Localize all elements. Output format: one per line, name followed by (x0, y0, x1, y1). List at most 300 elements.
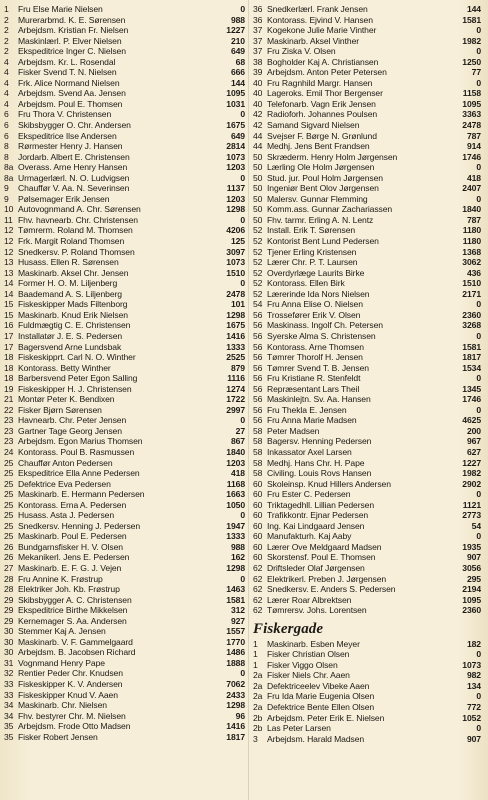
amount: 1675 (226, 120, 245, 131)
house-number: 1 (253, 638, 258, 649)
directory-entry (4, 67, 245, 78)
house-number: 9 (4, 193, 9, 204)
house-number: 6 (4, 109, 9, 120)
resident-name: Lageroks. Emil Thor Bergenser (267, 88, 383, 99)
directory-entry (253, 510, 481, 521)
directory-entry (4, 352, 245, 363)
house-number: 60 (253, 489, 263, 500)
resident-name: Kontorist Bent Lund Pedersen (267, 236, 379, 247)
amount: 1817 (226, 731, 245, 742)
resident-name: Medhj. Jens Bent Frandsen (267, 141, 370, 152)
resident-name: Bogholder Kaj A. Christiansen (267, 56, 379, 67)
resident-name: Skorstensf. Poul E. Thomsen (267, 552, 376, 563)
resident-name: Tømrersv. Johs. Lorentsen (267, 605, 367, 616)
resident-name: Bagersv. Henning Pedersen (267, 436, 372, 447)
directory-entry (4, 373, 245, 384)
amount: 2773 (462, 510, 481, 521)
amount: 1581 (462, 14, 481, 25)
house-number: 35 (4, 721, 14, 732)
directory-entry (4, 236, 245, 247)
directory-entry (253, 141, 481, 152)
directory-entry (253, 552, 481, 563)
directory-entry (4, 605, 245, 616)
house-number: 31 (4, 657, 14, 668)
directory-entry (253, 88, 481, 99)
amount: 0 (240, 4, 245, 14)
directory-entry (4, 732, 245, 743)
amount: 879 (230, 362, 245, 373)
house-number: 34 (4, 710, 14, 721)
resident-name: Fru Kristiane R. Stenfeldt (267, 373, 361, 384)
house-number: 2a (253, 702, 263, 712)
directory-entry (4, 489, 245, 500)
resident-name: Fisker Bjørn Sørensen (18, 404, 102, 415)
resident-name: Manufakturh. Kaj Aaby (267, 531, 352, 542)
amount: 1073 (226, 257, 245, 268)
house-number: 10 (4, 204, 14, 215)
directory-entry (253, 521, 481, 532)
house-number: 30 (4, 636, 14, 647)
directory-entry (4, 426, 245, 437)
directory-entry (253, 447, 481, 458)
resident-name: Maskinlejtn. Sv. Aa. Hansen (267, 394, 371, 405)
amount: 1947 (226, 520, 245, 531)
amount: 1982 (462, 35, 481, 46)
resident-name: Las Peter Larsen (267, 723, 331, 734)
directory-entry (4, 25, 245, 36)
directory-entry (4, 204, 245, 215)
house-number: 44 (253, 130, 263, 141)
resident-name: Kontorass. Ejvind V. Hansen (267, 14, 373, 25)
house-number: 50 (253, 172, 263, 183)
resident-name: Arbejdsm. Kr. L. Rosendal (18, 56, 116, 67)
resident-name: Kontorass. Poul B. Rasmussen (18, 446, 135, 457)
house-number: 60 (253, 520, 263, 531)
amount: 2478 (226, 288, 245, 299)
resident-name: Telefonarb. Vagn Erik Jensen (267, 98, 376, 109)
amount: 418 (466, 172, 481, 183)
directory-entry (4, 668, 245, 679)
resident-name: Frk. Margit Roland Thomsen (18, 236, 125, 247)
directory-entry (4, 552, 245, 563)
resident-name: Trafikkontr. Ejnar Pedersen (267, 510, 369, 521)
resident-name: Maskinass. Ingolf Ch. Petersen (267, 320, 383, 331)
amount: 1095 (226, 88, 245, 99)
directory-entry (253, 46, 481, 57)
amount: 144 (230, 77, 245, 88)
resident-name: Arbejdsm. Poul E. Thomsen (18, 98, 123, 109)
resident-name: Fuldmægtig C. E. Christensen (18, 320, 131, 331)
resident-name: Fisker Robert Jensen (18, 731, 98, 742)
resident-name: Ekspeditrice Ilse Andersen (18, 130, 117, 141)
house-number: 17 (4, 330, 14, 341)
directory-entry (253, 384, 481, 395)
directory-entry (4, 215, 245, 226)
directory-entry (253, 542, 481, 553)
house-number: 62 (253, 584, 263, 595)
resident-name: Arbejdsm. Egon Marius Thomsen (18, 436, 143, 447)
resident-name: Lærer Chr. P. T. Laursen (267, 257, 358, 268)
resident-name: Lærer Roar Albrektsen (267, 594, 352, 605)
house-number: 58 (253, 425, 263, 436)
amount: 1746 (462, 394, 481, 405)
amount: 1982 (462, 468, 481, 479)
resident-name: Lærling Ole Holm Jørgensen (267, 162, 375, 173)
directory-entry (253, 363, 481, 374)
directory-entry (4, 700, 245, 711)
directory-entry (253, 670, 481, 681)
amount: 1840 (226, 446, 245, 457)
amount: 1203 (226, 457, 245, 468)
directory-entry (253, 639, 481, 650)
amount: 0 (476, 46, 481, 57)
directory-entry (4, 141, 245, 152)
house-number: 2a (253, 670, 263, 681)
house-number: 4 (4, 67, 9, 78)
amount: 0 (476, 299, 481, 310)
directory-entry (4, 394, 245, 405)
amount: 988 (230, 14, 245, 25)
amount: 0 (476, 489, 481, 500)
resident-name: Arbejdsm. Svend Aa. Jensen (18, 88, 126, 99)
house-number: 25 (4, 520, 14, 531)
resident-name: Fru Ragnhild Margr. Hansen (267, 77, 373, 88)
resident-name: Tømrer Thorolf H. Jensen (267, 352, 363, 363)
directory-entry (4, 278, 245, 289)
directory-entry (253, 342, 481, 353)
resident-name: Mekanikerl. Jens E. Pedersen (18, 552, 130, 563)
resident-name: Ingeniør Bent Olov Jørgensen (267, 183, 379, 194)
resident-name: Fhv. bestyrer Chr. M. Nielsen (18, 710, 126, 721)
directory-entry (253, 563, 481, 574)
directory-entry (4, 679, 245, 690)
amount: 1368 (462, 246, 481, 257)
house-number: 2 (4, 46, 9, 57)
directory-entry (4, 626, 245, 637)
amount: 162 (230, 552, 245, 563)
amount: 967 (466, 436, 481, 447)
directory-entry (4, 595, 245, 606)
house-number: 16 (4, 320, 14, 331)
house-number: 18 (4, 352, 14, 363)
house-number: 27 (4, 562, 14, 573)
house-number: 34 (4, 700, 14, 711)
house-number: 32 (4, 668, 14, 679)
resident-name: Installatør J. E. S. Pedersen (18, 330, 123, 341)
directory-entry (4, 500, 245, 511)
resident-name: Arbejdsm. Frode Otto Madsen (18, 721, 131, 732)
amount: 0 (240, 510, 245, 521)
directory-entry (253, 489, 481, 500)
directory-entry (4, 647, 245, 658)
resident-name: Frk. Alice Normand Nielsen (18, 77, 120, 88)
resident-name: Svejser F. Børge N. Grønlund (267, 130, 377, 141)
amount: 787 (466, 130, 481, 141)
house-number: 8 (4, 151, 9, 162)
resident-name: Civiling. Louis Rovs Hansen (267, 468, 372, 479)
directory-entry (253, 331, 481, 342)
house-number: 8 (4, 141, 9, 152)
amount: 0 (240, 214, 245, 225)
resident-name: Maskinarb. V. F. Gammelgaard (18, 636, 133, 647)
directory-entry (253, 109, 481, 120)
resident-name: Ekspeditrice Inger C. Nielsen (18, 46, 126, 57)
house-number: 56 (253, 320, 263, 331)
house-number: 12 (4, 246, 14, 257)
resident-name: Arbejdsm. Harald Madsen (267, 733, 365, 744)
amount: 1534 (462, 362, 481, 373)
resident-name: Kontorass. Ellen Birk (267, 278, 345, 289)
resident-name: Fru Anna Marie Madsen (267, 415, 357, 426)
amount: 0 (240, 573, 245, 584)
house-number: 8a (4, 162, 14, 173)
house-number: 26 (4, 541, 14, 552)
resident-name: Maskinarb. Aksel Chr. Jensen (18, 267, 129, 278)
amount: 54 (471, 520, 481, 531)
directory-entry (4, 331, 245, 342)
house-number: 33 (4, 689, 14, 700)
amount: 1416 (226, 721, 245, 732)
house-number: 37 (253, 25, 263, 36)
directory-entry (253, 584, 481, 595)
resident-name: Fru Thekla E. Jensen (267, 404, 347, 415)
directory-entry (4, 415, 245, 426)
amount: 7062 (226, 679, 245, 689)
amount: 101 (230, 299, 245, 310)
amount: 0 (240, 109, 245, 120)
house-number: 25 (4, 489, 14, 500)
house-number: 56 (253, 341, 263, 352)
house-number: 18 (4, 362, 14, 373)
resident-name: Arbejdsm. Peter Erik E. Nielsen (267, 712, 385, 723)
resident-name: Fisker Viggo Olsen (267, 659, 338, 670)
amount: 96 (235, 710, 245, 721)
amount: 1158 (462, 88, 481, 99)
house-number: 2a (253, 691, 263, 702)
resident-name: Kogekone Julie Marie Vinther (267, 25, 377, 36)
amount: 0 (476, 77, 481, 88)
house-number: 56 (253, 373, 263, 384)
amount: 1675 (226, 320, 245, 331)
amount: 1663 (226, 489, 245, 500)
directory-entry (4, 436, 245, 447)
directory-entry (253, 352, 481, 363)
amount: 1168 (226, 478, 245, 489)
amount: 77 (471, 67, 481, 78)
amount: 0 (476, 330, 481, 341)
resident-name: Baademand A. S. Liljenberg (18, 288, 122, 299)
house-number: 2a (253, 680, 263, 691)
resident-name: Overass. Arne Henry Hansen (18, 162, 128, 173)
amount: 1510 (462, 278, 481, 289)
house-number: 15 (4, 309, 14, 320)
directory-entry (253, 468, 481, 479)
house-number: 58 (253, 446, 263, 457)
amount: 2194 (462, 584, 481, 595)
resident-name: Fhv. tarmr. Erling A. N. Lentz (267, 214, 374, 225)
directory-entry (253, 25, 481, 36)
directory-entry (4, 15, 245, 26)
resident-name: Elektriker Joh. Kb. Frøstrup (18, 584, 120, 595)
resident-name: Fiskeskipper Knud V. Aaen (18, 689, 118, 700)
amount: 914 (466, 141, 481, 152)
amount: 1052 (462, 712, 481, 723)
resident-name: Pølsemager Erik Jensen (18, 193, 110, 204)
amount: 182 (466, 638, 481, 649)
amount: 1581 (226, 594, 245, 605)
resident-name: Skræderm. Henry Holm Jørgensen (267, 151, 398, 162)
house-number: 23 (4, 415, 14, 426)
amount: 927 (230, 615, 245, 626)
house-number: 3 (253, 733, 258, 744)
amount: 200 (466, 425, 481, 436)
directory-entry (253, 713, 481, 724)
amount: 1333 (226, 341, 245, 352)
directory-entry (4, 658, 245, 669)
amount: 1557 (226, 626, 245, 637)
directory-entry (253, 15, 481, 26)
amount: 988 (230, 541, 245, 552)
amount: 1298 (226, 204, 245, 215)
resident-name: Ing. Kai Lindgaard Jensen (267, 520, 365, 531)
amount: 3363 (462, 109, 481, 120)
house-number: 29 (4, 594, 14, 605)
directory-entry (253, 204, 481, 215)
house-number: 4 (4, 98, 9, 109)
house-number: 36 (253, 14, 263, 25)
resident-name: Snedkersv. Henning J. Pedersen (18, 520, 140, 531)
house-number: 62 (253, 573, 263, 584)
house-number: 25 (4, 531, 14, 542)
resident-name: Havnearb. Chr. Peter Jensen (18, 415, 127, 426)
directory-entry (253, 278, 481, 289)
house-number: 13 (4, 267, 14, 278)
directory-entry (253, 373, 481, 384)
amount: 4206 (226, 225, 245, 236)
resident-name: Skibsbygger O. Chr. Andersen (18, 120, 131, 131)
house-number: 1 (253, 649, 258, 660)
house-number: 56 (253, 352, 263, 363)
amount: 1486 (226, 647, 245, 658)
resident-name: Fhv. havnearb. Chr. Christensen (18, 214, 138, 225)
directory-entry (253, 702, 481, 713)
amount: 666 (230, 67, 245, 78)
directory-entry (4, 721, 245, 732)
directory-entry (4, 458, 245, 469)
directory-entry (4, 57, 245, 68)
section-heading: Fiskergade (253, 620, 324, 637)
amount: 867 (230, 436, 245, 447)
resident-name: Former H. O. M. Liljenberg (18, 278, 118, 289)
directory-entry (253, 436, 481, 447)
directory-entry (4, 268, 245, 279)
directory-entry (4, 616, 245, 627)
directory-entry (253, 183, 481, 194)
amount: 907 (466, 733, 481, 744)
house-number: 56 (253, 330, 263, 341)
house-number: 2 (4, 14, 9, 25)
resident-name: Komm.ass. Gunnar Zachariassen (267, 204, 393, 215)
house-number: 28 (4, 573, 14, 584)
house-number: 56 (253, 415, 263, 426)
amount: 144 (466, 4, 481, 14)
directory-entry (4, 4, 245, 15)
resident-name: Murerarbmd. K. E. Sørensen (18, 14, 126, 25)
amount: 1333 (226, 531, 245, 542)
amount: 134 (466, 680, 481, 691)
amount: 649 (230, 46, 245, 57)
amount: 27 (235, 425, 245, 436)
directory-entry (4, 194, 245, 205)
house-number: 60 (253, 552, 263, 563)
resident-name: Tjener Erling Kristensen (267, 246, 357, 257)
resident-name: Install. Erik T. Sørensen (267, 225, 356, 236)
directory-entry (4, 289, 245, 300)
resident-name: Stud. jur. Poul Holm Jørgensen (267, 172, 383, 183)
amount: 1180 (462, 236, 481, 247)
house-number: 40 (253, 77, 263, 88)
resident-name: Fiskeskipper K. V. Andersen (18, 679, 123, 689)
directory-entry (253, 36, 481, 47)
house-number: 60 (253, 478, 263, 489)
house-number: 6 (4, 130, 9, 141)
amount: 1298 (226, 562, 245, 573)
house-number: 42 (253, 109, 263, 120)
directory-entry (253, 500, 481, 511)
resident-name: Skoleinsp. Knud Hillers Andersen (267, 478, 391, 489)
directory-entry (253, 660, 481, 671)
fiskergade-entries (253, 639, 481, 744)
resident-name: Fru Annine K. Frøstrup (18, 573, 103, 584)
amount: 0 (476, 531, 481, 542)
directory-entry (4, 99, 245, 110)
directory-entry (253, 152, 481, 163)
resident-name: Vognmand Henry Pape (18, 657, 105, 668)
amount: 210 (230, 35, 245, 46)
house-number: 25 (4, 478, 14, 489)
directory-entry (4, 384, 245, 395)
directory-entry (253, 595, 481, 606)
amount: 1888 (226, 657, 245, 668)
resident-name: Husass. Asta J. Pedersen (18, 510, 114, 521)
house-number: 52 (253, 278, 263, 289)
house-number: 4 (4, 77, 9, 88)
amount: 0 (476, 691, 481, 702)
resident-name: Gartner Tage Georg Jensen (18, 425, 122, 436)
directory-entry (253, 405, 481, 416)
directory-entry (253, 394, 481, 405)
resident-name: Fru Ida Marie Eugenia Olsen (267, 691, 375, 702)
resident-name: Fisker Christian Olsen (267, 649, 350, 660)
directory-entry (253, 236, 481, 247)
directory-entry (253, 78, 481, 89)
resident-name: Fru Ziska V. Olsen (267, 46, 336, 57)
directory-entry (253, 268, 481, 279)
resident-name: Bundgarnsfisker H. V. Olsen (18, 541, 123, 552)
amount: 2171 (462, 288, 481, 299)
house-number: 21 (4, 394, 14, 405)
amount: 907 (466, 552, 481, 563)
amount: 1935 (462, 541, 481, 552)
resident-name: Malersv. Gunnar Flemming (267, 193, 368, 204)
directory-entry (4, 574, 245, 585)
directory-entry (4, 152, 245, 163)
resident-name: Trossefører Erik V. Olsen (267, 309, 361, 320)
house-number: 1 (253, 659, 258, 670)
amount: 1298 (226, 700, 245, 711)
house-number: 35 (4, 731, 14, 742)
amount: 3268 (462, 320, 481, 331)
